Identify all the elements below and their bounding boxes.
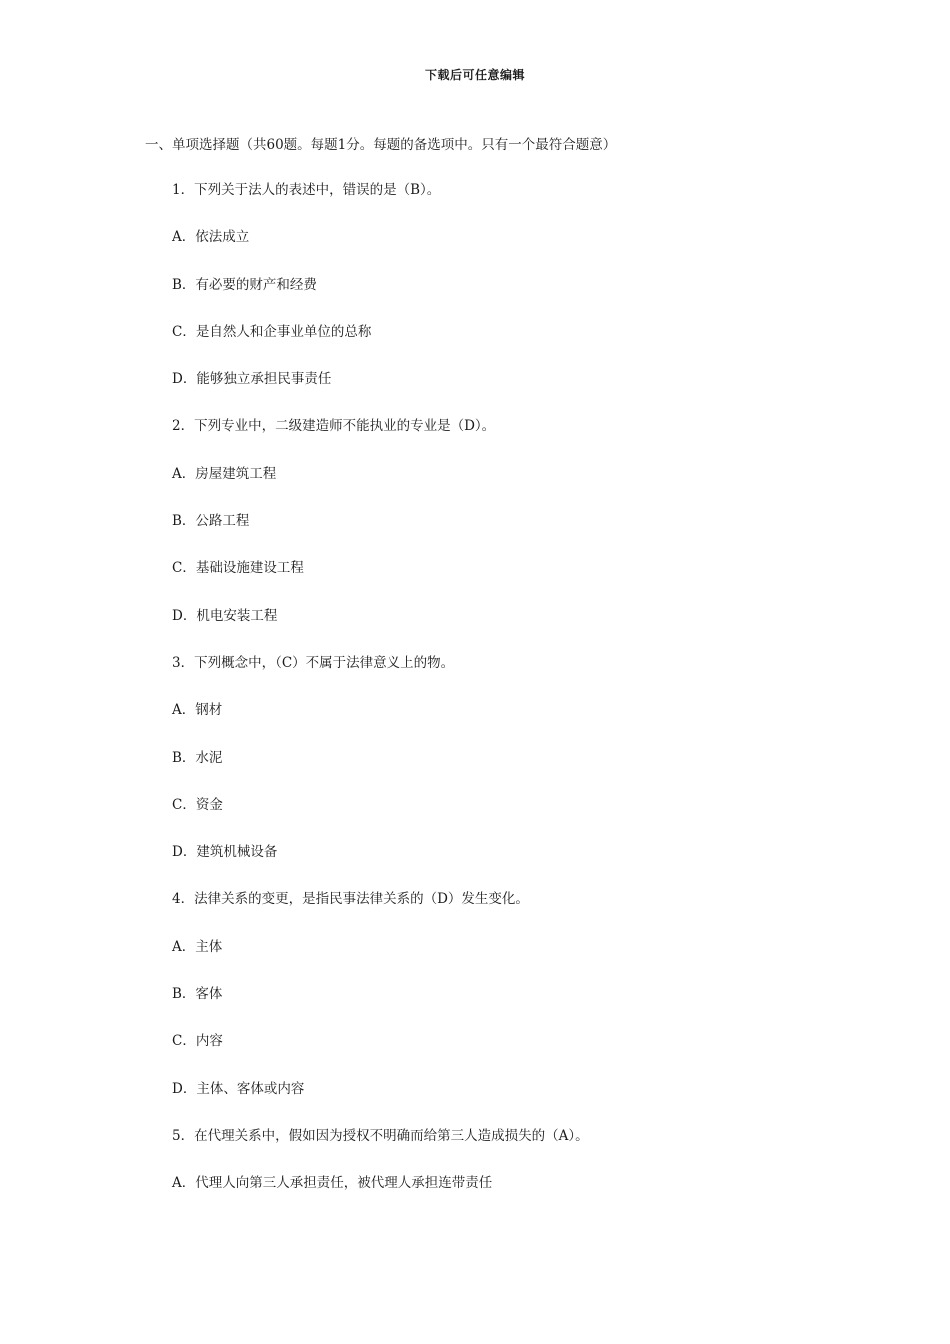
answer-option: C．基础设施建设工程	[172, 560, 304, 577]
question-stem: 2．下列专业中，二级建造师不能执业的专业是（D）。	[172, 418, 496, 435]
answer-option: B．水泥	[172, 749, 223, 766]
answer-option: D．建筑机械设备	[172, 844, 278, 861]
answer-option: C．内容	[172, 1033, 223, 1050]
answer-option: C．资金	[172, 796, 223, 813]
answer-option: A．代理人向第三人承担责任，被代理人承担连带责任	[172, 1175, 493, 1192]
section-title: 一、单项选择题（共60题。每题1分。每题的备选项中。只有一个最符合题意）	[145, 137, 617, 153]
answer-option: D．主体、客体或内容	[172, 1080, 305, 1097]
answer-option: D．能够独立承担民事责任	[172, 371, 332, 388]
answer-option: A．钢材	[172, 702, 223, 719]
answer-option: A．依法成立	[172, 229, 250, 246]
question-stem: 4．法律关系的变更，是指民事法律关系的（D）发生变化。	[172, 891, 529, 908]
question-list	[172, 180, 872, 1221]
question-stem: 3．下列概念中，（C）不属于法律意义上的物。	[172, 654, 455, 671]
answer-option: B．客体	[172, 986, 223, 1003]
answer-option: B．公路工程	[172, 513, 250, 530]
answer-option: A．主体	[172, 938, 223, 955]
question-stem: 5．在代理关系中，假如因为授权不明确而给第三人造成损失的（A）。	[172, 1127, 589, 1144]
answer-option: A．房屋建筑工程	[172, 465, 277, 482]
question-stem: 1．下列关于法人的表述中，错误的是（B）。	[172, 182, 441, 198]
answer-option: D．机电安装工程	[172, 607, 278, 624]
answer-option: C．是自然人和企事业单位的总称	[172, 323, 372, 340]
answer-option: B．有必要的财产和经费	[172, 276, 317, 293]
page-header: 下载后可任意编辑	[424, 68, 525, 82]
